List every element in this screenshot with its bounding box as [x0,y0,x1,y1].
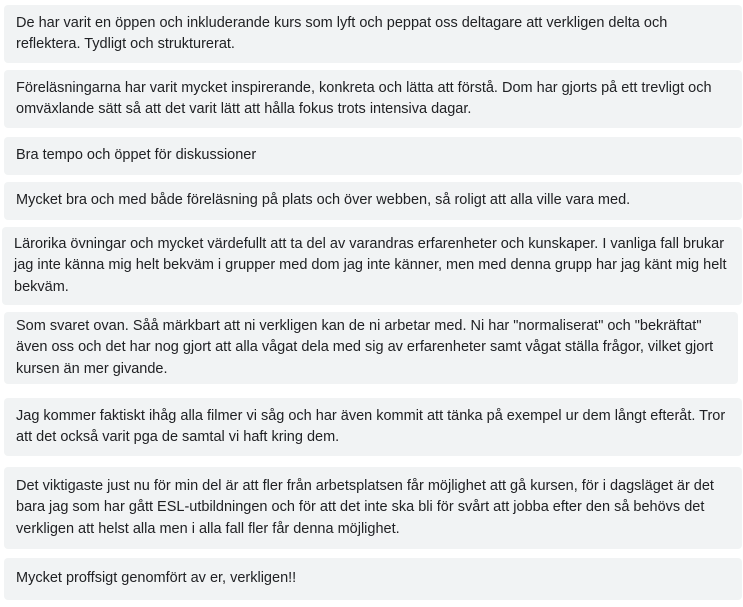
response-text: Mycket proffsigt genomfört av er, verkligen!! [16,570,297,587]
response-card [4,137,742,175]
response-text: De har varit en öppen och inkluderande kurs som lyft och peppat oss deltagare att verkligen delta och reflektera. Tydligt och strukturerat. [16,14,668,52]
response-text: Som svaret ovan. Såå märkbart att ni verkligen kan de ni arbetar med. Ni har "normaliserat" och "bekräftat" även oss och det har nog gjort att alla vågat dela med sig av erfarenheter samt vågat ställa frågor, vilket gjort kursen än mer givande. [16,317,714,377]
response-text: Det viktigaste just nu för min del är att fler från arbetsplatsen får möjlighet att gå kursen, för i dagsläget är det bara jag som har gått ESL-utbildningen och för att det inte ska bli för svårt att jobba efter den så behövs det verkligen att helst alla men i alla fall fler får denna möjlighet. [16,477,714,537]
response-text: Jag kommer faktiskt ihåg alla filmer vi såg och har även kommit att tänka på exempel ur dem långt efteråt. Tror att det också varit pga de samtal vi haft kring dem. [16,407,726,445]
response-text: Bra tempo och öppet för diskussioner [16,147,257,164]
response-card [4,558,742,600]
response-card [4,70,742,128]
response-card [4,398,742,456]
response-text: Föreläsningarna har varit mycket inspirerande, konkreta och lätta att förstå. Dom har gjorts på ett trevligt och omväxlande sätt så att det varit lätt att hålla fokus trots intensiva dagar. [16,79,712,117]
response-card [4,182,742,220]
response-card [4,312,738,384]
response-card [2,227,742,305]
response-card [4,5,742,63]
response-text: Lärorika övningar och mycket värdefullt att ta del av varandras erfarenheter och kunskaper. I vanliga fall brukar jag inte känna mig helt bekväm i grupper med dom jag inte känner, men med denna grupp har jag känt mig helt bekväm. [14,235,727,295]
response-text: Mycket bra och med både föreläsning på plats och över webben, så roligt att alla ville vara med. [16,192,631,209]
response-card [4,467,742,549]
